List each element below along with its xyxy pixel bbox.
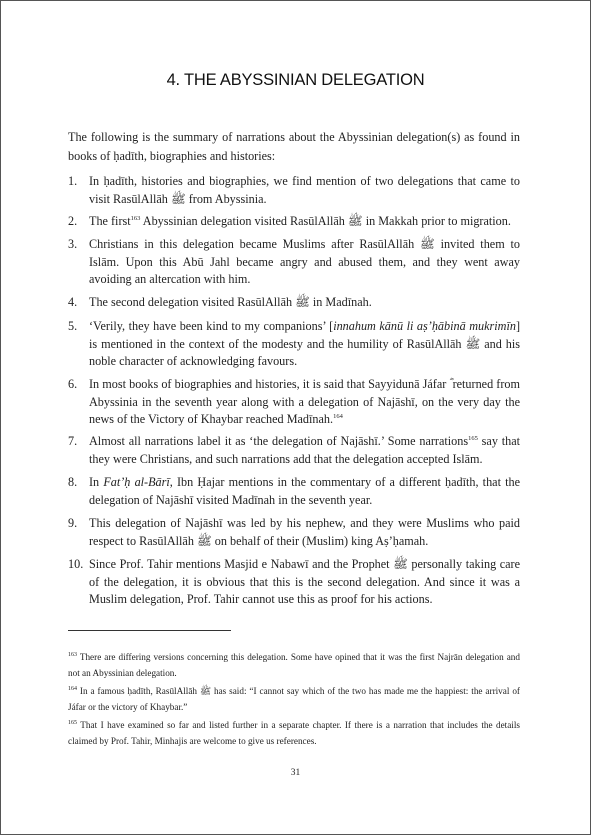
list-item-number: 10.	[68, 557, 84, 571]
list-item-number: 8.	[68, 475, 78, 489]
footnote-marker: 164	[333, 413, 343, 420]
list-item	[68, 318, 520, 371]
list-item	[68, 515, 520, 550]
list-item-number: 7.	[68, 434, 78, 448]
list-item-text: In ḥadīth, histories and biographies, we find mention of two delegations that came to visit RasūlAllāh ﷺ from Abyssinia.	[89, 174, 520, 206]
list-item	[68, 474, 520, 509]
list-item-text: In most books of biographies and histories, it is said that Sayyidunā Jáfar ؓ returned from Abyssinia in the seventh year along with a delegation of Najāshī, on the very day the news of the Victory of Khaybar reached Madīnah.$^{164}$	[89, 377, 520, 426]
list-item	[68, 173, 520, 208]
list-item-number: 3.	[68, 237, 78, 251]
footnote-marker: 163	[130, 215, 141, 222]
footnotes	[68, 650, 520, 752]
list-item-text: Since Prof. Tahir mentions Masjid e Nabawī and the Prophet ﷺ personally taking care of the delegation, it is obvious that this is the second delegation. And since it was a Muslim delegation, Prof. Tahir cannot use this as proof for his actions.	[89, 557, 520, 606]
list-item-number: 1.	[68, 174, 78, 188]
list-item-text: In Fat’ḥ al-Bārī, Ibn Ḥajar mentions in the commentary of a different ḥadīth, that the delegation of Najāshī visited Madīnah in the seventh year.	[89, 475, 521, 507]
footnote-separator	[68, 630, 231, 631]
list-item-number: 5.	[68, 319, 78, 333]
list-item-number: 4.	[68, 295, 78, 309]
list-item	[68, 433, 520, 468]
chapter-title: 4. THE ABYSSINIAN DELEGATION	[166, 71, 425, 89]
intro-paragraph: The following is the summary of narrations about the Abyssinian delegation(s) as found in books of ḥadīth, biographies and histories:	[68, 130, 520, 163]
list-item-number: 9.	[68, 516, 78, 530]
italic-term: innahum kānū li aṣ’ḥābinā mukrimīn	[333, 319, 516, 333]
list-item-text: ‘Verily, they have been kind to my companions’ [innahum kānū li aṣ’ḥābinā mukrimīn] is mentioned in the context of the modesty and the humility of RasūlAllāh ﷺ and his noble character of acknowledging favours.	[89, 319, 520, 368]
list-item-number: 2.	[68, 214, 78, 228]
footnote: $^{165}$ That I have examined so far and listed further in a separate chapter. If there is a narration that includes the details claimed by Prof. Tahir, Minhajis are welcome to give us references.	[68, 720, 520, 746]
list-item-number: 6.	[68, 377, 78, 391]
list-item-text: This delegation of Najāshī was led by his nephew, and they were Muslims who paid respect to RasūlAllāh ﷺ on behalf of their (Muslim) king Aṣ’ḥamah.	[89, 516, 520, 548]
list-item	[68, 556, 520, 609]
footnote-number: 164	[68, 686, 77, 692]
italic-term: Fat’ḥ al-Bārī	[103, 475, 170, 489]
list-item-text: Almost all narrations label it as ‘the delegation of Najāshī.’ Some narrations$^{165}$ say that they were Christians, and such narrations add that the delegation accepted Islām.	[89, 434, 520, 466]
footnote-number: 165	[68, 720, 77, 726]
list-item	[68, 236, 520, 289]
list-item	[68, 294, 520, 312]
footnote-number: 163	[68, 652, 77, 658]
footnote: $^{163}$ There are differing versions concerning this delegation. Some have opined that it was the first Najrān delegation and not an Abyssinian delegation.	[68, 652, 520, 678]
list-item-text: The second delegation visited RasūlAllāh ﷺ in Madīnah.	[89, 295, 372, 309]
footnote-marker: 165	[468, 435, 478, 442]
list-item-text: The first$^{163}$ Abyssinian delegation visited RasūlAllāh ﷺ in Makkah prior to migration.	[89, 214, 511, 228]
list-item	[68, 213, 520, 231]
list-item-text: Christians in this delegation became Muslims after RasūlAllāh ﷺ invited them to Islām. Upon this Abū Jahl became angry and abused them, and they went away avoiding an altercation with him.	[89, 237, 520, 286]
footnote: $^{164}$ In a famous ḥadīth, RasūlAllāh ﷺ has said: “I cannot say which of the two has made me the happiest: the arrival of Jáfar or the victory of Khaybar.”	[68, 686, 520, 712]
list-item	[68, 376, 520, 429]
page-number: 31	[290, 768, 301, 778]
